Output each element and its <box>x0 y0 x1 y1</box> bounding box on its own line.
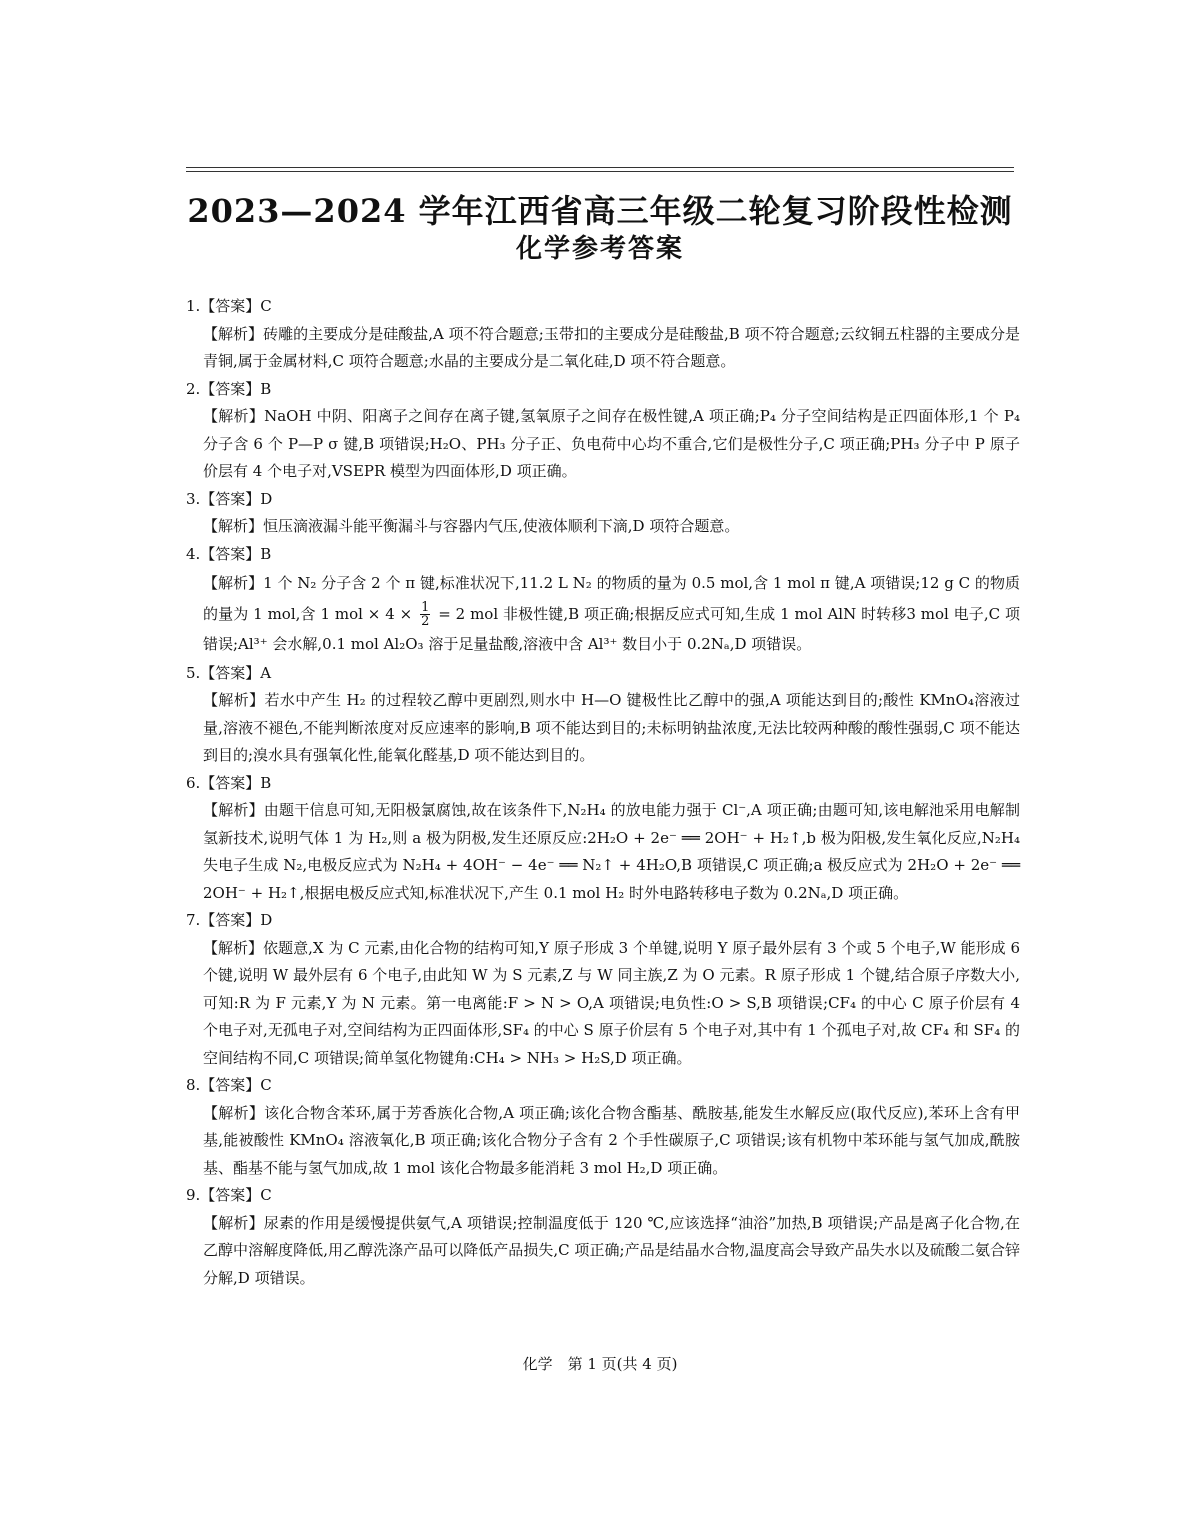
question-4 <box>186 541 1020 660</box>
fraction-numerator: 1 <box>421 600 430 615</box>
answer-label: 9.【答案】C <box>186 1186 272 1204</box>
explanation-text: 【解析】若水中产生 H₂ 的过程较乙醇中更剧烈,则水中 H—O 键极性比乙醇中的强,A 项能达到目的;酸性 KMnO₄溶液过量,溶液不褪色,不能判断浓度对反应速率的影响,B 项不能达到目的;未标明钠盐浓度,无法比较两种酸的酸性强弱,C 项不能达到目的;溴水具有强氧化性,能氧化醛基,D 项不能达到目的。 <box>203 691 1020 764</box>
question-2 <box>186 376 1020 486</box>
top-rule-line <box>186 167 1014 168</box>
answer-label: 5.【答案】A <box>186 663 272 682</box>
answer-label: 1.【答案】C <box>186 297 272 315</box>
question-5 <box>186 660 1020 770</box>
fraction-one-half <box>420 601 430 628</box>
page-subtitle: 化学参考答案 <box>515 234 684 264</box>
answer-label: 2.【答案】B <box>186 379 272 398</box>
question-8 <box>186 1072 1020 1182</box>
answer-label: 7.【答案】D <box>186 911 273 929</box>
explanation-text: 【解析】恒压滴液漏斗能平衡漏斗与容器内气压,使液体顺利下滴,D 项符合题意。 <box>203 517 740 535</box>
answer-list <box>186 293 1020 1292</box>
answer-label: 3.【答案】D <box>186 489 273 508</box>
question-1 <box>186 293 1020 376</box>
explanation-text: 【解析】依题意,X 为 C 元素,由化合物的结构可知,Y 原子形成 3 个单键,说明 Y 原子最外层有 3 个或 5 个电子,W 能形成 6 个键,说明 W 最外层有 6 个电子,由此知 W 为 S 元素,Z 与 W 同主族,Z 为 O 元素。R 原子形成 1 个键,结合原子序数大小,可知:R 为 F 元素,Y 为 N 元素。第一电离能:F > N > O,A 项错误;电负性:O > S,B 项错误;CF₄ 的中心 C 原子价层有 4 个电子对,无孤电子对,空间结构为正四面体形,SF₄ 的中心 S 原子价层有 5 个电子对,其中有 1 个孤电子对,故 CF₄ 和 SF₄ 的空间结构不同,C 项错误;简单氢化物键角:CH₄ > NH₃ > H₂S,D 项正确。 <box>203 938 1020 1067</box>
explanation-text: 【解析】该化合物含苯环,属于芳香族化合物,A 项正确;该化合物含酯基、酰胺基,能发生水解反应(取代反应),苯环上含有甲基,能被酸性 KMnO₄ 溶液氧化,B 项正确;该化合物分子含有 2 个手性碳原子,C 项错误;该有机物中苯环能与氢气加成,酰胺基、酯基不能与氢气加成,故 1 mol 该化合物最多能消耗 3 mol H₂,D 项正确。 <box>203 1103 1020 1177</box>
top-rule-line-inner <box>186 171 1014 172</box>
answer-label: 4.【答案】B <box>186 544 272 563</box>
question-7 <box>186 907 1020 1072</box>
page-title: 2023—2024 学年江西省高三年级二轮复习阶段性检测 <box>187 192 1013 230</box>
answer-label: 6.【答案】B <box>186 773 272 792</box>
explanation-text: 【解析】砖雕的主要成分是硅酸盐,A 项不符合题意;玉带扣的主要成分是硅酸盐,B 项不符合题意;云纹铜五柱器的主要成分是青铜,属于金属材料,C 项符合题意;水晶的主要成分是二氧化硅,D 项不符合题意。 <box>203 324 1020 370</box>
explanation-part-b: = 2 mol 非极性键,B 项正确;根据反应式可知,生成 1 mol AlN 时转移3 mol 电子,C 项错误;Al³⁺ 会水解,0.1 mol Al₂O₃ 溶于足量盐酸,溶液中含 Al³⁺ 数目小于 0.2Nₐ,D 项错误。 <box>203 604 1020 653</box>
question-3 <box>186 486 1020 541</box>
fraction-denominator: 2 <box>421 614 430 629</box>
question-6 <box>186 770 1020 908</box>
page-footer: 化学 第 1 页(共 4 页) <box>522 1355 678 1373</box>
explanation-text: 【解析】由题干信息可知,无阳极氯腐蚀,故在该条件下,N₂H₄ 的放电能力强于 Cl⁻,A 项正确;由题可知,该电解池采用电解制氢新技术,说明气体 1 为 H₂,则 a 极为阴极,发生还原反应:2H₂O + 2e⁻ ══ 2OH⁻ + H₂↑,b 极为阳极,发生氧化反应,N₂H₄ 失电子生成 N₂,电极反应式为 N₂H₄ + 4OH⁻ − 4e⁻ ══ N₂↑ + 4H₂O,B 项错误,C 项正确;a 极反应式为 2H₂O + 2e⁻ ══ 2OH⁻ + H₂↑,根据电极反应式知,标准状况下,产生 0.1 mol H₂ 时外电路转移电子数为 0.2Nₐ,D 项正确。 <box>203 801 1020 902</box>
explanation-part-a: 【解析】1 个 N₂ 分子含 2 个 π 键,标准状况下,11.2 L N₂ 的物质的量为 0.5 mol,含 1 mol π 键,A 项错误;12 g C 的物质的量为 1 mol,含 1 mol × 4 × <box>203 574 1020 623</box>
explanation-text <box>186 568 1020 660</box>
answer-label: 8.【答案】C <box>186 1076 272 1094</box>
explanation-text: 【解析】NaOH 中阴、阳离子之间存在离子键,氢氧原子之间存在极性键,A 项正确;P₄ 分子空间结构是正四面体形,1 个 P₄ 分子含 6 个 P—P σ 键,B 项错误;H₂O、PH₃ 分子正、负电荷中心均不重合,它们是极性分子,C 项正确;PH₃ 分子中 P 原子价层有 4 个电子对,VSEPR 模型为四面体形,D 项正确。 <box>203 407 1020 480</box>
question-9 <box>186 1182 1020 1292</box>
explanation-text: 【解析】尿素的作用是缓慢提供氨气,A 项错误;控制温度低于 120 ℃,应该选择“油浴”加热,B 项错误;产品是离子化合物,在乙醇中溶解度降低,用乙醇洗涤产品可以降低产品损失,C 项正确;产品是结晶水合物,温度高会导致产品失水以及硫酸二氨合锌分解,D 项错误。 <box>203 1213 1020 1287</box>
